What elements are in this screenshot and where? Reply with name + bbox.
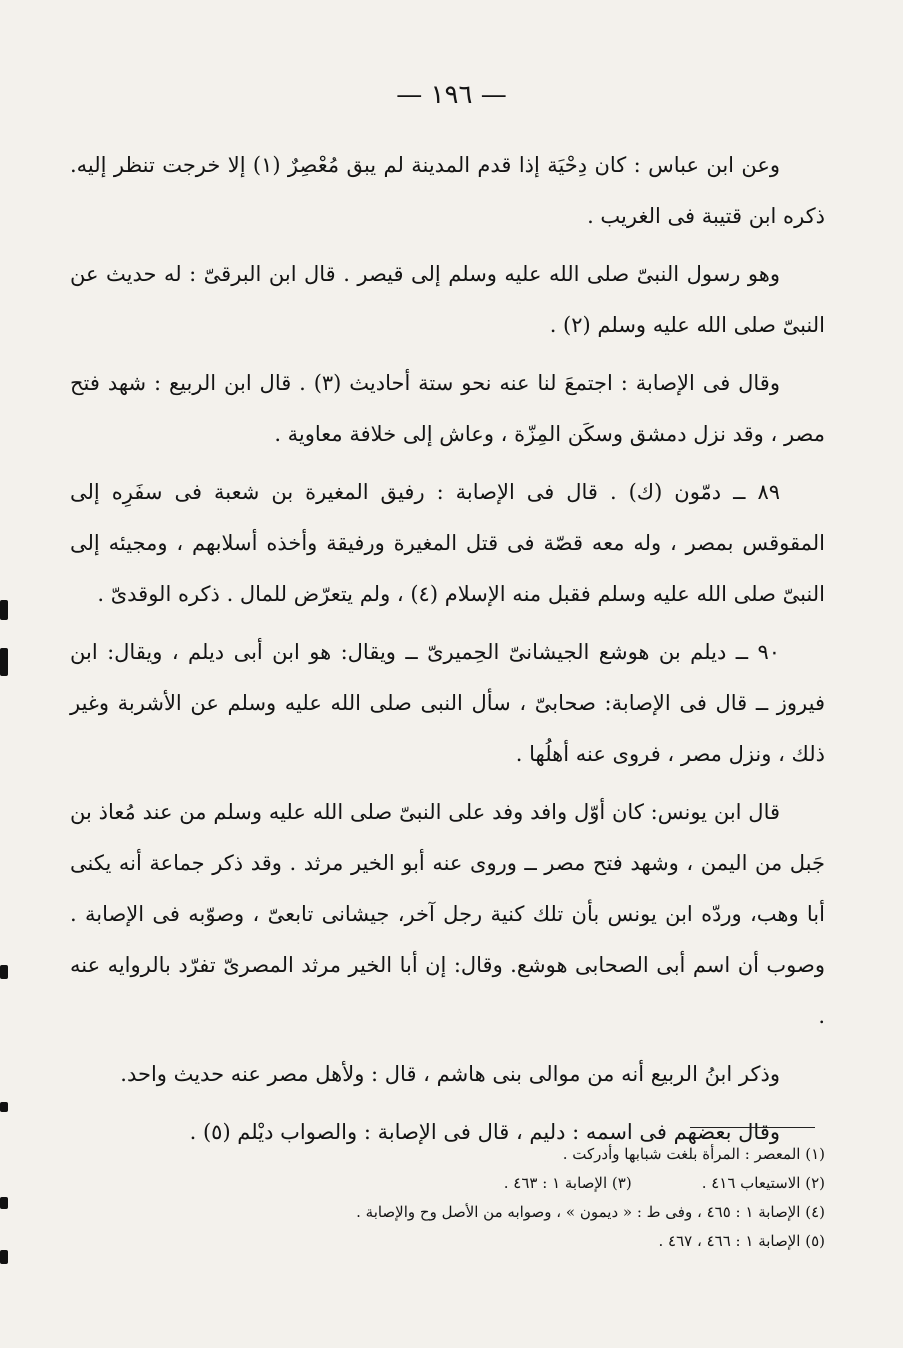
paragraph-ibn-rabi: وذكر ابنُ الربيع أنه من موالى بنى هاشم ، قال : ولأهل مصر عنه حديث واحد. — [120, 1062, 780, 1086]
scan-edge-mark — [0, 648, 8, 676]
entry-90-daylam: ٩٠ ــ ديلم بن هوشع الجيشانىّ الحِميرىّ ــ ويقال: هو ابن أبى ديلم ، ويقال: ابن فيروز ــ قال فى الإصابة: صحابىّ ، سأل النبى صلى الله عليه وسلم عن الأشربة وغير ذلك ، ونزل مصر ، فروى عنه أهلُها . — [70, 640, 825, 766]
paragraph-isaba-hadith: وقال فى الإصابة : اجتمعَ لنا عنه نحو ستة أحاديث (٣) . قال ابن الربيع : شهد فتح مصر ، وقد نزل دمشق وسكَن المِزّة ، وعاش إلى خلافة معاوية . — [70, 371, 825, 446]
scan-edge-mark — [0, 1102, 8, 1112]
footnote-row — [150, 1169, 825, 1198]
footnote-divider — [690, 1127, 815, 1128]
paragraph-ibn-abbas: وعن ابن عباس : كان دِحْيَة إذا قدم المدينة لم يبق مُعْصِرٌ (١) إلا خرجت تنظر إليه. ذكره ابن قتيبة فى الغريب . — [70, 153, 825, 228]
scan-edge-mark — [0, 600, 8, 620]
entry-89-dammun: ٨٩ ــ دمّون (ك) . قال فى الإصابة : رفيق المغيرة بن شعبة فى سفَرِه إلى المقوقس بمصر ، وله معه قصّة فى قتل المغيرة ورفيقة وأخذه أسلابهم ، ومجيئه إلى النبىّ صلى الله عليه وسلم فقبل منه الإسلام (٤) ، ولم يتعرّض للمال . ذكره الوقدىّ . — [70, 480, 825, 606]
footnote-row — [150, 1140, 825, 1169]
footnote-3: (٣) الإصابة ١ : ٤٦٣ . — [503, 1174, 632, 1192]
footnote-row — [150, 1198, 825, 1227]
footnote-1: (١) المعصر : المرأة بلغت شبابها وأدركت . — [562, 1145, 825, 1163]
scan-edge-mark — [0, 1197, 8, 1209]
footnote-5: (٥) الإصابة ١ : ٤٦٦ ، ٤٦٧ . — [658, 1232, 825, 1250]
scan-edge-mark — [0, 1250, 8, 1264]
paragraph-ibn-yunus: قال ابن يونس: كان أوّل وافد وفد على النبىّ صلى الله عليه وسلم من عند مُعاذ بن جَبل من اليمن ، وشهد فتح مصر ــ وروى عنه أبو الخير مرثد . وقد ذكر جماعة أنه يكنى أبا وهب، وردّه ابن يونس بأن تلك كنية رجل آخر، جيشانى تابعىّ ، وصوّبه فى الإصابة . وصوب أن اسم أبى الصحابى هوشع. وقال: إن أبا الخير مرثد المصرىّ تفرّد بالروايه عنه . — [70, 800, 825, 1028]
page-number: — ١٩٦ — — [396, 80, 507, 110]
footnote-4: (٤) الإصابة ١ : ٤٦٥ ، وفى ط : « ديمون » ، وصوابه من الأصل وح والإصابة . — [356, 1203, 825, 1221]
footnote-row — [150, 1227, 825, 1256]
paragraph-messenger: وهو رسول النبىّ صلى الله عليه وسلم إلى قيصر . قال ابن البرقىّ : له حديث عن النبىّ صلى الله عليه وسلم (٢) . — [70, 262, 825, 337]
scan-edge-mark — [0, 965, 8, 979]
paragraph-name-variant: وقال بعضهم فى اسمه : دليم ، قال فى الإصابة : والصواب ديْلم (٥) . — [189, 1120, 780, 1144]
footnote-2: (٢) الاستيعاب ٤١٦ . — [701, 1174, 825, 1192]
footnotes — [150, 1140, 825, 1256]
main-text — [70, 140, 825, 1165]
